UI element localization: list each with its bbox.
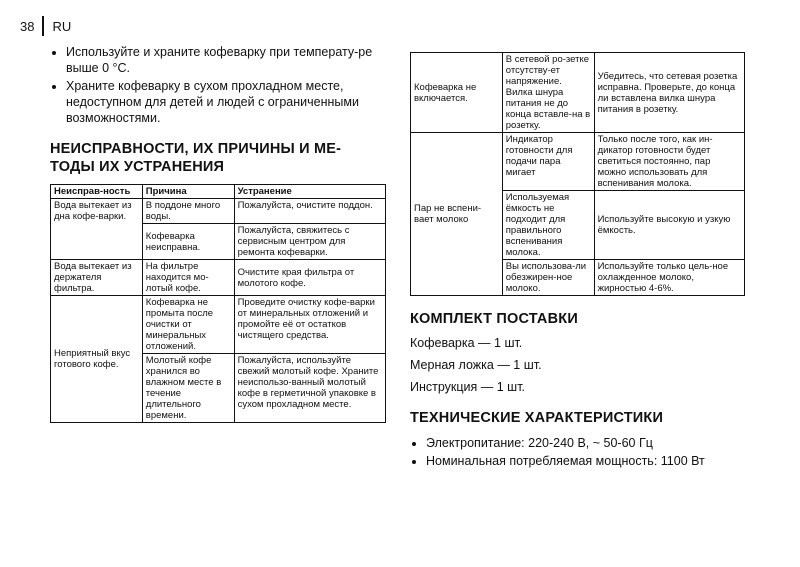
page-number: 38 bbox=[20, 18, 35, 34]
fix-cell: Проведите очистку кофе-варки от минеральных отложений и промойте её от остатков чистящего средства. bbox=[234, 296, 385, 354]
specs-list bbox=[410, 435, 745, 469]
problem-cell: Вода вытекает из дна кофе-варки. bbox=[51, 199, 143, 260]
language-label: RU bbox=[52, 18, 72, 34]
cause-cell: Используемая ёмкость не подходит для правильного вспенивания молока. bbox=[502, 191, 594, 260]
faults-table-part-2 bbox=[410, 52, 745, 296]
problem-cell: Неприятный вкус готового кофе. bbox=[51, 296, 143, 423]
cause-cell: В поддоне много воды. bbox=[142, 199, 234, 224]
spec-item: • Номинальная потребляемая мощность: 1100 Вт bbox=[426, 453, 745, 469]
table-row bbox=[51, 296, 386, 354]
intro-bullet-list bbox=[50, 44, 386, 126]
fix-cell: Используйте только цель-ное охлажденное молоко, жирностью 4-6%. bbox=[594, 260, 744, 296]
intro-bullet: • Храните кофеварку в сухом прохладном месте, недоступном для детей и людей с ограниченными возможностями. bbox=[66, 78, 386, 126]
column-header-problem: Неисправ-ность bbox=[51, 185, 143, 199]
specs-title: ТЕХНИЧЕСКИЕ ХАРАКТЕРИСТИКИ bbox=[410, 410, 664, 426]
fix-cell: Используйте высокую и узкую ёмкость. bbox=[594, 191, 744, 260]
intro-bullet: • Используйте и храните кофеварку при температу-ре выше 0 °С. bbox=[66, 44, 386, 76]
cause-cell: В сетевой ро-зетке отсутству-ет напряжение. Вилка шнура питания не до конца вставле-на в розетку. bbox=[502, 53, 594, 133]
table-header-row bbox=[51, 185, 386, 199]
table-row bbox=[51, 260, 386, 296]
problem-cell: Вода вытекает из держателя фильтра. bbox=[51, 260, 143, 296]
page-header bbox=[20, 16, 71, 36]
spec-item: • Электропитание: 220-240 В, ~ 50-60 Гц bbox=[426, 435, 745, 451]
cause-cell: На фильтре находится мо-лотый кофе. bbox=[142, 260, 234, 296]
fix-cell: Только после того, как ин-дикатор готовности будет светиться постоянно, пар можно использовать для вспенивания молока. bbox=[594, 133, 744, 191]
fix-cell: Убедитесь, что сетевая розетка исправна. Проверьте, до конца ли вставлена вилка шнура питания в розетку. bbox=[594, 53, 744, 133]
table-row bbox=[51, 199, 386, 224]
faults-title: НЕИСПРАВНОСТИ, ИХ ПРИЧИНЫ И МЕ-ТОДЫ ИХ УСТРАНЕНИЯ bbox=[50, 141, 342, 175]
cause-cell: Молотый кофе хранился во влажном месте в течение длительного времени. bbox=[142, 354, 234, 423]
left-column bbox=[50, 44, 386, 423]
header-divider bbox=[42, 16, 44, 36]
faults-table-part-1 bbox=[50, 184, 386, 423]
fix-cell: Пожалуйста, используйте свежий молотый кофе. Храните неиспользо-ванный молотый кофе в герметичной упаковке в сухом прохладном месте. bbox=[234, 354, 385, 423]
cause-cell: Вы использова-ли обезжирен-ное молоко. bbox=[502, 260, 594, 296]
kit-title: КОМПЛЕКТ ПОСТАВКИ bbox=[410, 311, 578, 327]
column-header-cause: Причина bbox=[142, 185, 234, 199]
kit-item: Инструкция — 1 шт. bbox=[410, 380, 526, 394]
cause-cell: Индикатор готовности для подачи пара мигает bbox=[502, 133, 594, 191]
cause-cell: Кофеварка не промыта после очистки от минеральных отложений. bbox=[142, 296, 234, 354]
right-column bbox=[410, 52, 745, 471]
column-header-fix: Устранение bbox=[234, 185, 385, 199]
problem-cell: Кофеварка не включается. bbox=[411, 53, 503, 133]
kit-item: Мерная ложка — 1 шт. bbox=[410, 358, 542, 372]
fix-cell: Пожалуйста, очистите поддон. bbox=[234, 199, 385, 224]
table-row bbox=[411, 133, 745, 191]
fix-cell: Очистите края фильтра от молотого кофе. bbox=[234, 260, 385, 296]
cause-cell: Кофеварка неисправна. bbox=[142, 224, 234, 260]
kit-item: Кофеварка — 1 шт. bbox=[410, 336, 523, 350]
table-row bbox=[411, 53, 745, 133]
fix-cell: Пожалуйста, свяжитесь с сервисным центром для ремонта кофеварки. bbox=[234, 224, 385, 260]
problem-cell: Пар не вспени-вает молоко bbox=[411, 133, 503, 296]
